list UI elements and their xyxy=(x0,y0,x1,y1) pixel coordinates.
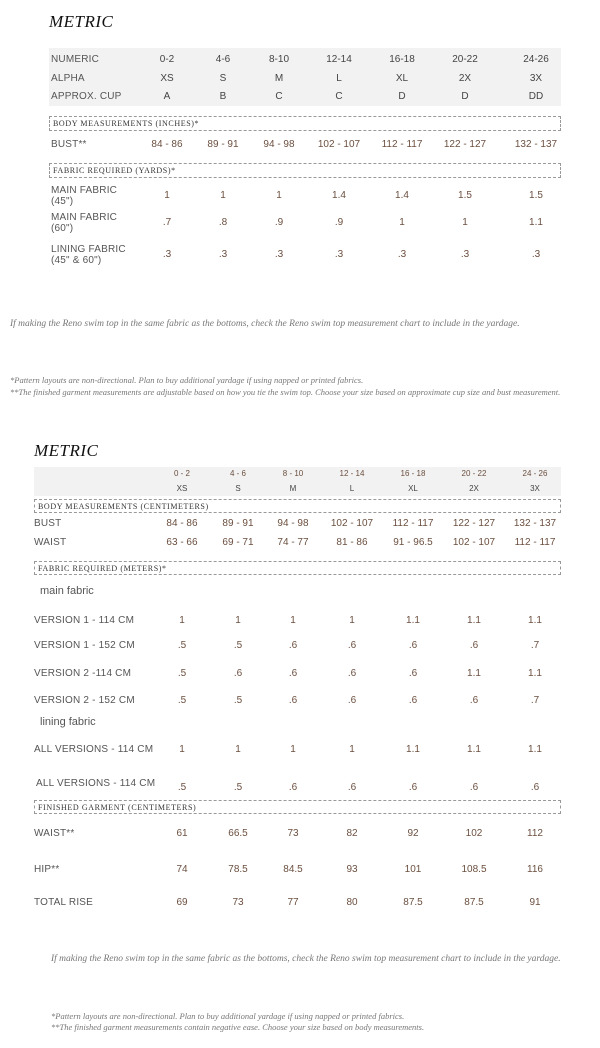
chart1-main-fabric-60-cell: .9 xyxy=(334,217,344,228)
chart1-cup-cell: A xyxy=(163,91,171,102)
chart1-numeric-cell: 20-22 xyxy=(452,54,478,65)
chart1-main-fabric-45-line1: MAIN FABRIC xyxy=(51,185,118,196)
chart1-numeric-cell: 16-18 xyxy=(389,54,415,65)
chart2-numeric-cell: 4 - 6 xyxy=(229,469,246,478)
chart2-version1-114-cell: 1 xyxy=(349,615,355,626)
chart1-main-fabric-45-cell: 1.4 xyxy=(395,190,409,201)
chart2-version1-114-cell: 1 xyxy=(235,615,241,626)
chart1-main-fabric-60-label xyxy=(51,212,117,234)
chart1-bust-cell: 89 - 91 xyxy=(207,139,239,150)
chart2-version2-114-cell: 1.1 xyxy=(467,668,481,679)
chart2-all-versions-row2-cell: .6 xyxy=(408,782,418,793)
chart2-version1-152-cell: .5 xyxy=(233,640,243,651)
chart2-finished-waist-cell: 102 xyxy=(465,828,483,839)
chart1-section-fabric-required: FABRIC REQUIRED (YARDS)* xyxy=(49,163,561,178)
chart2-all-versions-row1-cell: 1 xyxy=(349,744,355,755)
chart2-version1-152-cell: .6 xyxy=(469,640,479,651)
chart1-alpha-cell: M xyxy=(274,73,284,84)
chart1-lining-fabric-cell: .3 xyxy=(274,249,284,260)
chart2-title: METRIC xyxy=(34,441,99,460)
chart1-cup-cell: C xyxy=(335,91,343,102)
chart2-version1-152-cell: .5 xyxy=(177,640,187,651)
chart2-section-finished-garment: FINISHED GARMENT (CENTIMETERS) xyxy=(34,800,561,814)
chart2-all-versions-row1-cell: 1 xyxy=(290,744,296,755)
chart2-alpha-cell: M xyxy=(289,484,297,493)
chart1-lining-fabric-cell: .3 xyxy=(460,249,470,260)
chart1-bust-cell: 94 - 98 xyxy=(263,139,295,150)
chart2-alpha-cell: XS xyxy=(176,484,188,493)
chart2-finished-hip-cell: 93 xyxy=(346,864,358,875)
chart2-version1-114-cell: 1 xyxy=(290,615,296,626)
chart2-numeric-cell: 12 - 14 xyxy=(339,469,365,478)
chart1-lining-fabric-cell: .3 xyxy=(218,249,228,260)
chart2-waist-cell: 81 - 86 xyxy=(336,537,368,548)
chart2-bust-label: BUST xyxy=(34,518,62,529)
chart2-version1-114-cell: 1.1 xyxy=(467,615,481,626)
chart2-waist-cell: 74 - 77 xyxy=(277,537,309,548)
chart1-bust-cell: 132 - 137 xyxy=(514,139,558,150)
chart2-waist-cell: 112 - 117 xyxy=(514,537,556,548)
chart2-version1-152-cell: .6 xyxy=(288,640,298,651)
chart2-finished-waist-cell: 61 xyxy=(176,828,188,839)
chart2-version2-152-cell: .6 xyxy=(469,695,479,706)
chart1-section-body-measurements: BODY MEASUREMENTS (INCHES)* xyxy=(49,116,561,131)
chart1-footnote-2: **The finished garment measurements are adjustable based on how you tie the swim top. Choose your size based on approximate cup size and bust measurement. xyxy=(10,387,561,397)
chart2-finished-waist-cell: 66.5 xyxy=(228,828,248,839)
chart2-total-rise-cell: 69 xyxy=(176,897,188,908)
chart1-main-fabric-60-line1: MAIN FABRIC xyxy=(51,212,118,223)
chart1-cup-cell: DD xyxy=(528,91,544,102)
chart2-all-versions-row1-cell: 1.1 xyxy=(528,744,542,755)
chart2-version1-152-cell: .6 xyxy=(408,640,418,651)
chart1-numeric-cell: 8-10 xyxy=(268,54,289,65)
chart2-finished-waist-cell: 92 xyxy=(407,828,419,839)
chart1-alpha-cell: 2X xyxy=(458,73,472,84)
chart2-version2-114-cell: .6 xyxy=(408,668,418,679)
chart1-cup-cell: C xyxy=(275,91,283,102)
chart2-numeric-cell: 16 - 18 xyxy=(400,469,426,478)
chart1-alpha-cell: 3X xyxy=(529,73,543,84)
chart1-main-fabric-45-cell: 1.4 xyxy=(332,190,346,201)
chart1-numeric-label: NUMERIC xyxy=(51,54,100,65)
chart1-alpha-cell: L xyxy=(336,73,342,84)
chart1-bust-cell: 84 - 86 xyxy=(151,139,183,150)
chart2-waist-label: WAIST xyxy=(34,537,67,548)
chart2-version1-114-cell: 1 xyxy=(179,615,185,626)
chart2-footnote-2: **The finished garment measurements contain negative ease. Choose your size based on body measurements. xyxy=(51,1022,425,1032)
chart2-version2-114-cell: .6 xyxy=(347,668,357,679)
chart2-total-rise-cell: 77 xyxy=(287,897,299,908)
chart1-bust-label: BUST** xyxy=(51,139,87,150)
chart1-cup-cell: D xyxy=(398,91,406,102)
chart2-all-versions-row1-cell: 1 xyxy=(179,744,185,755)
chart2-alpha-cell: 3X xyxy=(530,484,540,493)
chart1-lining-fabric-cell: .3 xyxy=(531,249,541,260)
chart2-waist-cell: 91 - 96.5 xyxy=(393,537,433,548)
chart1-note-reno-top: If making the Reno swim top in the same fabric as the bottoms, check the Reno swim top measurement chart to include in the yardage. xyxy=(10,319,520,329)
chart1-alpha-cell: XS xyxy=(160,73,174,84)
chart2-version1-152-cell: .6 xyxy=(347,640,357,651)
chart1-title: METRIC xyxy=(49,12,114,31)
chart2-version1-152-cell: .7 xyxy=(530,640,540,651)
chart2-total-rise-cell: 80 xyxy=(346,897,358,908)
chart2-bust-cell: 112 - 117 xyxy=(392,518,434,529)
chart2-numeric-cell: 0 - 2 xyxy=(173,469,190,478)
chart2-alpha-cell: L xyxy=(349,484,355,493)
chart1-lining-fabric-label xyxy=(51,244,126,266)
chart1-main-fabric-45-cell: 1 xyxy=(276,190,282,201)
chart2-version2-152-cell: .5 xyxy=(233,695,243,706)
chart2-version2-152-label: VERSION 2 - 152 CM xyxy=(34,695,135,706)
chart2-alpha-cell: XL xyxy=(408,484,418,493)
chart2-version2-152-cell: .6 xyxy=(288,695,298,706)
chart2-total-rise-cell: 87.5 xyxy=(403,897,423,908)
chart1-cup-label: APPROX. CUP xyxy=(51,91,122,102)
chart2-finished-hip-cell: 78.5 xyxy=(228,864,248,875)
chart2-bust-cell: 102 - 107 xyxy=(330,518,374,529)
chart1-numeric-cell: 24-26 xyxy=(523,54,549,65)
chart1-cup-cell: D xyxy=(461,91,469,102)
chart1-main-fabric-45-cell: 1 xyxy=(164,190,170,201)
chart2-version1-114-label: VERSION 1 - 114 CM xyxy=(34,615,135,626)
chart2-total-rise-label: TOTAL RISE xyxy=(34,897,94,908)
chart2-version2-114-cell: .6 xyxy=(288,668,298,679)
chart2-bust-cell: 94 - 98 xyxy=(277,518,309,529)
chart2-finished-waist-cell: 82 xyxy=(346,828,358,839)
chart2-version2-152-cell: .5 xyxy=(177,695,187,706)
chart1-numeric-cell: 4-6 xyxy=(215,54,231,65)
chart2-all-versions-row2-cell: .6 xyxy=(530,782,540,793)
chart1-main-fabric-60-line2: (60") xyxy=(51,223,74,234)
chart1-main-fabric-60-cell: .8 xyxy=(218,217,228,228)
chart2-all-versions-row2-cell: .6 xyxy=(288,782,298,793)
chart2-numeric-cell: 8 - 10 xyxy=(282,469,304,478)
chart2-version2-152-cell: .7 xyxy=(530,695,540,706)
chart2-version1-114-cell: 1.1 xyxy=(406,615,420,626)
chart2-all-versions-row2-cell: .5 xyxy=(177,782,187,793)
chart1-numeric-cell: 12-14 xyxy=(326,54,352,65)
chart2-bust-cell: 89 - 91 xyxy=(222,518,254,529)
chart2-version2-114-cell: .5 xyxy=(177,668,187,679)
chart2-bust-cell: 84 - 86 xyxy=(166,518,198,529)
chart1-lining-fabric-cell: .3 xyxy=(162,249,172,260)
chart1-numeric-cell: 0-2 xyxy=(159,54,175,65)
chart1-main-fabric-45-line2: (45") xyxy=(51,196,74,207)
chart1-alpha-cell: S xyxy=(219,73,227,84)
chart1-lining-fabric-cell: .3 xyxy=(334,249,344,260)
chart1-main-fabric-60-cell: 1 xyxy=(399,217,405,228)
chart2-version2-114-cell: 1.1 xyxy=(528,668,542,679)
chart1-main-fabric-45-cell: 1.5 xyxy=(458,190,472,201)
chart2-version2-114-label: VERSION 2 -114 CM xyxy=(34,668,132,679)
chart2-finished-hip-cell: 84.5 xyxy=(283,864,303,875)
chart1-lining-fabric-cell: .3 xyxy=(397,249,407,260)
chart1-cup-cell: B xyxy=(219,91,227,102)
chart2-finished-hip-cell: 74 xyxy=(176,864,188,875)
chart2-bust-cell: 132 - 137 xyxy=(513,518,557,529)
chart2-version2-152-cell: .6 xyxy=(408,695,418,706)
chart1-main-fabric-45-cell: 1.5 xyxy=(529,190,543,201)
chart2-all-versions-row2-cell: .5 xyxy=(233,782,243,793)
chart2-finished-hip-label: HIP** xyxy=(34,864,60,875)
chart2-all-versions-row1-label: ALL VERSIONS - 114 CM xyxy=(34,744,154,755)
chart2-numeric-cell: 20 - 22 xyxy=(461,469,487,478)
chart2-alpha-cell: S xyxy=(235,484,241,493)
chart2-main-fabric-heading: main fabric xyxy=(40,585,94,597)
chart2-alpha-cell: 2X xyxy=(469,484,479,493)
chart1-main-fabric-60-cell: 1.1 xyxy=(529,217,543,228)
chart2-version2-152-cell: .6 xyxy=(347,695,357,706)
chart2-version2-114-cell: .6 xyxy=(233,668,243,679)
chart1-bust-cell: 122 - 127 xyxy=(443,139,487,150)
chart2-all-versions-row1-cell: 1.1 xyxy=(406,744,420,755)
chart2-section-body-measurements: BODY MEASUREMENTS (CENTIMETERS) xyxy=(34,499,561,513)
chart1-main-fabric-60-cell: .9 xyxy=(274,217,284,228)
chart1-bust-cell: 112 - 117 xyxy=(381,139,423,150)
chart1-bust-cell: 102 - 107 xyxy=(317,139,361,150)
chart2-all-versions-row2-cell: .6 xyxy=(469,782,479,793)
chart2-finished-hip-cell: 116 xyxy=(527,864,543,875)
chart1-main-fabric-60-cell: .7 xyxy=(162,217,172,228)
chart1-lining-fabric-line2: (45" & 60") xyxy=(51,255,102,266)
chart2-finished-hip-cell: 108.5 xyxy=(461,864,487,875)
chart1-footnote-1: *Pattern layouts are non-directional. Plan to buy additional yardage if using napped or printed fabrics. xyxy=(10,375,364,385)
chart1-main-fabric-60-cell: 1 xyxy=(462,217,468,228)
chart2-lining-fabric-heading: lining fabric xyxy=(40,716,96,728)
chart2-all-versions-row2-cell: .6 xyxy=(347,782,357,793)
chart1-main-fabric-45-label xyxy=(51,185,117,207)
chart1-lining-fabric-line1: LINING FABRIC xyxy=(51,244,126,255)
chart2-note-reno-top: If making the Reno swim top in the same fabric as the bottoms, check the Reno swim top measurement chart to include in the yardage. xyxy=(51,954,561,964)
chart1-main-fabric-45-cell: 1 xyxy=(220,190,226,201)
chart2-all-versions-row2-label: ALL VERSIONS - 114 CM xyxy=(36,778,156,789)
chart2-finished-waist-cell: 73 xyxy=(287,828,299,839)
chart2-footnote-1: *Pattern layouts are non-directional. Plan to buy additional yardage if using napped or printed fabrics. xyxy=(51,1011,405,1021)
chart2-waist-cell: 69 - 71 xyxy=(222,537,254,548)
chart2-finished-hip-cell: 101 xyxy=(404,864,422,875)
chart2-all-versions-row1-cell: 1.1 xyxy=(467,744,481,755)
chart1-alpha-cell: XL xyxy=(395,73,409,84)
chart2-waist-cell: 102 - 107 xyxy=(452,537,496,548)
chart2-all-versions-row1-cell: 1 xyxy=(235,744,241,755)
chart2-bust-cell: 122 - 127 xyxy=(452,518,496,529)
chart2-version1-152-label: VERSION 1 - 152 CM xyxy=(34,640,135,651)
chart2-waist-cell: 63 - 66 xyxy=(166,537,198,548)
chart2-total-rise-cell: 91 xyxy=(529,897,541,908)
chart2-finished-waist-cell: 112 xyxy=(527,828,543,839)
chart2-total-rise-cell: 87.5 xyxy=(464,897,484,908)
chart2-total-rise-cell: 73 xyxy=(232,897,244,908)
chart2-finished-waist-label: WAIST** xyxy=(34,828,75,839)
chart2-section-fabric-required: FABRIC REQUIRED (METERS)* xyxy=(34,561,561,575)
chart2-version1-114-cell: 1.1 xyxy=(528,615,542,626)
chart2-numeric-cell: 24 - 26 xyxy=(522,469,548,478)
chart1-alpha-label: ALPHA xyxy=(51,73,85,84)
